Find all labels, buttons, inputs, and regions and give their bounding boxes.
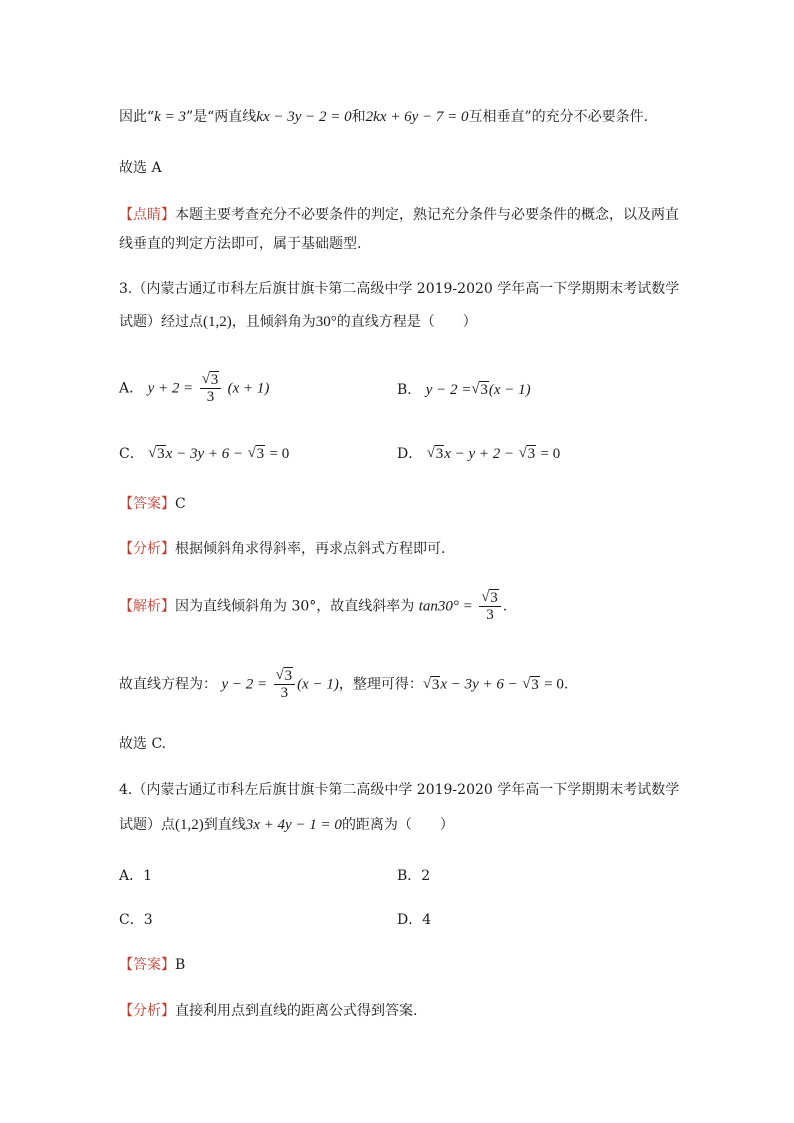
text: 到直线 (203, 817, 246, 833)
math: x − y + 2 − (444, 446, 515, 462)
math-condition: k = 3 (154, 109, 186, 125)
option-c-q4: C．3 (119, 912, 153, 928)
option-a-q4: A．1 (119, 868, 153, 884)
answer-line-q3 (119, 494, 186, 514)
math-point: (1,2) (203, 314, 232, 330)
radicand: 3 (490, 590, 498, 606)
text: ，且倾斜角为 (231, 314, 316, 330)
analysis-line-q3 (119, 539, 445, 559)
solution-text: 因为直线倾斜角为 30°，故直线斜率为 (175, 598, 415, 615)
math: y − 2 = (221, 676, 268, 693)
answer-line-q4 (119, 955, 185, 975)
sqrt (427, 444, 445, 464)
question-4-line-1: 4.（内蒙古通辽市科左后旗甘旗卡第二高级中学 2019-2020 学年高一下学期期末考试数学 (119, 782, 680, 798)
question-4-line-2 (119, 815, 454, 835)
fraction (200, 372, 222, 405)
radicand: 3 (527, 446, 536, 462)
analysis-text: 直接利用点到直线的距离公式得到答案. (175, 1003, 418, 1019)
option-label: B． (397, 382, 422, 398)
radicand: 3 (435, 446, 444, 462)
option-d-q4: D．4 (397, 912, 432, 928)
math: x − 3y + 6 − (440, 676, 518, 693)
radicand: 3 (256, 446, 265, 462)
analysis-tag: 【分析】 (119, 541, 175, 557)
solution-line-q3 (119, 590, 507, 623)
math: y − 2 = (425, 382, 472, 398)
text: 故直线方程为： (119, 676, 217, 693)
option-label: A． (119, 380, 144, 397)
sqrt (471, 380, 489, 400)
math-line-2: 2kx + 6y − 7 = 0 (365, 109, 469, 125)
option-a (119, 372, 269, 405)
radicand: 3 (284, 668, 293, 684)
text: 互相垂直”的充分不必要条件. (468, 109, 649, 125)
tip-line-1 (119, 205, 679, 225)
tip-tag: 【点睛】 (119, 207, 175, 223)
math-line: 3x + 4y − 1 = 0 (245, 817, 342, 833)
text: ”是“两直线 (185, 109, 257, 125)
analysis-text: 根据倾斜角求得斜率，再求点斜式方程即可. (175, 541, 446, 557)
text: 和 (351, 109, 366, 125)
denominator: 3 (486, 607, 494, 623)
math: = 0 (269, 446, 290, 462)
math-point: (1,2) (175, 817, 204, 833)
tip-line-2: 线垂直的判定方法即可，属于基础题型. (119, 236, 362, 252)
math: x − 3y + 6 − (165, 446, 244, 462)
option-b-q4: B．2 (397, 868, 431, 884)
text: ，整理可得： (338, 676, 423, 693)
radicand: 3 (531, 676, 539, 693)
sqrt (248, 444, 266, 464)
math: (x + 1) (227, 380, 270, 397)
radicand: 3 (157, 446, 165, 462)
sqrt (148, 444, 166, 464)
text: 的直线方程是（ ） (336, 314, 477, 330)
denominator: 3 (280, 685, 289, 701)
math: (x − 1) (488, 382, 531, 398)
question-3-line-1: 3.（内蒙古通辽市科左后旗甘旗卡第二高级中学 2019-2020 学年高一下学期期末考试数学 (119, 281, 680, 297)
answer-value: B (175, 957, 186, 973)
sqrt (519, 444, 537, 464)
sqrt (423, 675, 441, 695)
fraction (479, 590, 501, 623)
denominator: 3 (206, 389, 215, 405)
tip-text: 本题主要考查充分不必要条件的判定，熟记充分条件与必要条件的概念，以及两直 (175, 207, 679, 223)
fraction (274, 668, 296, 701)
math: = 0 (540, 446, 561, 462)
conclusion-line (119, 107, 648, 127)
math-line-1: kx − 3y − 2 = 0 (256, 109, 352, 125)
option-c (119, 444, 289, 464)
math: y + 2 = (147, 380, 194, 397)
analysis-tag: 【分析】 (119, 1003, 175, 1019)
choose-c-line: 故选 C. (119, 736, 167, 752)
answer-tag: 【答案】 (119, 496, 175, 512)
option-label: C． (119, 446, 144, 462)
text: 的距离为（ ） (341, 817, 454, 833)
choose-a-line: 故选 A (119, 160, 162, 176)
text: . (502, 598, 508, 615)
text: 试题）点 (119, 817, 175, 833)
radicand: 3 (431, 676, 440, 693)
radicand: 3 (480, 382, 488, 398)
text: 因此“ (119, 109, 155, 125)
math: tan30° = (418, 598, 473, 615)
math: = 0 (544, 676, 564, 693)
text: . (563, 676, 569, 693)
question-3-line-2 (119, 312, 477, 332)
radicand: 3 (210, 372, 219, 388)
option-b (397, 380, 531, 400)
answer-tag: 【答案】 (119, 957, 175, 973)
math: (x − 1) (297, 676, 339, 693)
option-label: D． (397, 446, 423, 462)
math-angle: 30° (315, 314, 337, 330)
option-d (397, 444, 560, 464)
analysis-line-q4 (119, 1001, 417, 1021)
answer-value: C (175, 496, 186, 512)
sqrt (522, 675, 540, 695)
text: 试题）经过点 (119, 314, 203, 330)
solution-tag: 【解析】 (119, 598, 175, 615)
equation-line-q3 (119, 668, 568, 701)
